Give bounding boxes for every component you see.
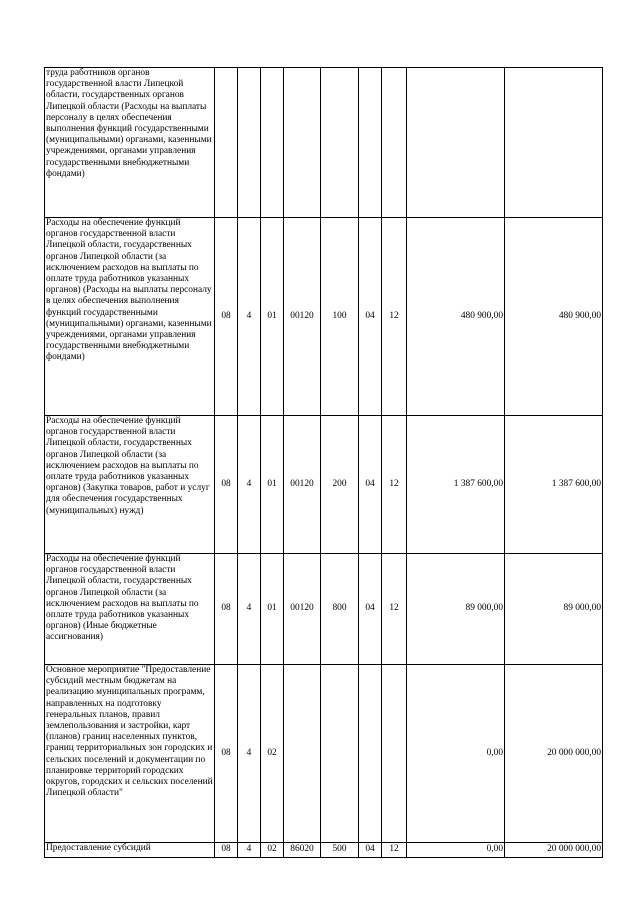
expense-type-code: 200 [321, 416, 359, 554]
direction-code: 00120 [284, 554, 321, 665]
chapter-code: 04 [359, 554, 382, 665]
amount-2: 1 387 600,00 [505, 416, 603, 554]
chapter-code: 04 [359, 218, 382, 416]
budget-table [44, 67, 603, 858]
amount-2 [505, 68, 603, 218]
amount-2: 20 000 000,00 [505, 665, 603, 843]
amount-2: 89 000,00 [505, 554, 603, 665]
row-description: Расходы на обеспечение функций органов государственной власти Липецкой области, государственных органов Липецкой области (за исключением расходов на выплаты по оплате труда работников указанных органов) (Закупка товаров, работ и услуг для обеспечения государственных (муниципальных) нужд) [45, 416, 215, 554]
section-code: 08 [215, 843, 238, 858]
measure-code [261, 68, 284, 218]
amount-2: 20 000 000,00 [505, 843, 603, 858]
amount-1: 0,00 [407, 665, 505, 843]
expense-type-code [321, 68, 359, 218]
direction-code: 00120 [284, 416, 321, 554]
chapter-code [359, 665, 382, 843]
row-description: Предоставление субсидий [45, 843, 215, 858]
expense-type-code: 100 [321, 218, 359, 416]
measure-code: 01 [261, 416, 284, 554]
table-row [45, 416, 603, 554]
direction-code [284, 68, 321, 218]
expense-type-code [321, 665, 359, 843]
subsection-code: 12 [382, 843, 407, 858]
measure-code: 02 [261, 843, 284, 858]
amount-1: 0,00 [407, 843, 505, 858]
amount-1: 480 900,00 [407, 218, 505, 416]
row-description: Основное мероприятие "Предоставление субсидий местным бюджетам на реализацию муниципальных программ, направленных на подготовку генеральных планов, правил землепользования и застройки, карт (планов) границ населенных пунктов, границ территориальных зон городских и сельских поселений и документации по планировке территорий городских округов, городских и сельских поселений Липецкой области" [45, 665, 215, 843]
direction-code: 86020 [284, 843, 321, 858]
row-description: труда работников органов государственной власти Липецкой области, государственных органов Липецкой области (Расходы на выплаты персоналу в целях обеспечения выполнения функций государственными (муниципальными) органами, казенными учреждениями, органами управления государственными внебюджетными фондами) [45, 68, 215, 218]
program-code: 4 [238, 416, 261, 554]
measure-code: 01 [261, 554, 284, 665]
amount-1: 89 000,00 [407, 554, 505, 665]
table-row [45, 218, 603, 416]
subsection-code: 12 [382, 218, 407, 416]
section-code: 08 [215, 218, 238, 416]
chapter-code [359, 68, 382, 218]
section-code: 08 [215, 665, 238, 843]
program-code [238, 68, 261, 218]
table-row [45, 843, 603, 858]
row-description: Расходы на обеспечение функций органов государственной власти Липецкой области, государственных органов Липецкой области (за исключением расходов на выплаты по оплате труда работников указанных органов) (Расходы на выплаты персоналу в целях обеспечения выполнения функций государственными (муниципальными) органами, казенными учреждениями, органами управления государственными внебюджетными фондами) [45, 218, 215, 416]
amount-2: 480 900,00 [505, 218, 603, 416]
table-row [45, 554, 603, 665]
measure-code: 02 [261, 665, 284, 843]
amount-1 [407, 68, 505, 218]
expense-type-code: 500 [321, 843, 359, 858]
chapter-code: 04 [359, 416, 382, 554]
section-code: 08 [215, 554, 238, 665]
direction-code [284, 665, 321, 843]
table-row [45, 68, 603, 218]
amount-1: 1 387 600,00 [407, 416, 505, 554]
subsection-code [382, 665, 407, 843]
program-code: 4 [238, 554, 261, 665]
chapter-code: 04 [359, 843, 382, 858]
program-code: 4 [238, 665, 261, 843]
row-description: Расходы на обеспечение функций органов государственной власти Липецкой области, государственных органов Липецкой области (за исключением расходов на выплаты по оплате труда работников указанных органов) (Иные бюджетные ассигнования) [45, 554, 215, 665]
section-code: 08 [215, 416, 238, 554]
subsection-code: 12 [382, 416, 407, 554]
measure-code: 01 [261, 218, 284, 416]
expense-type-code: 800 [321, 554, 359, 665]
subsection-code [382, 68, 407, 218]
section-code [215, 68, 238, 218]
subsection-code: 12 [382, 554, 407, 665]
program-code: 4 [238, 218, 261, 416]
direction-code: 00120 [284, 218, 321, 416]
table-row [45, 665, 603, 843]
program-code: 4 [238, 843, 261, 858]
